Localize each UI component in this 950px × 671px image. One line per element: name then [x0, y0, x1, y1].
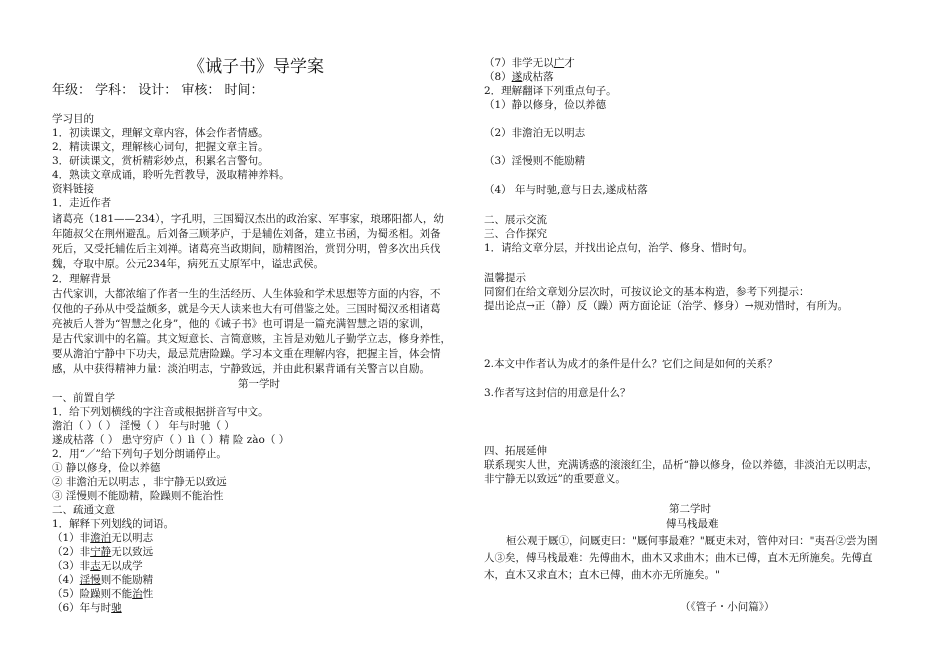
underlined-word: 治: [132, 588, 143, 600]
underlined-word: 宁静: [90, 546, 112, 558]
section-preview-heading: 一、前置自学: [52, 392, 115, 404]
tip-line: 同窗们在给文章划分层次时，可按议论文的基本构造，参考下列提示：: [484, 286, 810, 298]
translate-item: （1）静以修身，俭以养德: [484, 99, 607, 111]
explain-item: [484, 56, 575, 70]
explain-item: [52, 545, 153, 559]
tip-line: 提出论点→正（静）反（躁）两方面论证（治学、修身）→规劝惜时，有所为。: [484, 300, 849, 312]
passage-line: 桓公观于厩①，问厩吏曰："厩何事最难？"厩吏未对，管仲对曰："夷吾②尝为圉: [506, 535, 878, 547]
explain-question: 1．解释下列划线的词语。: [52, 518, 175, 530]
section-meaning-heading: 二、疏通文意: [52, 504, 115, 516]
tip-heading: 温馨提示: [484, 272, 526, 284]
goal-item: 4．熟读文章成诵，聆听先哲教导，汲取精神养料。: [52, 169, 290, 181]
section-explore-heading: 三、合作探究: [484, 228, 547, 240]
background-line: 要从澹泊宁静中下功夫，最忌荒唐险躁。学习本文重在理解内容，把握主旨，体会情: [52, 348, 441, 360]
pause-item: ③ 淫慢则不能励精，险躁则不能治性: [52, 490, 224, 502]
goal-item: 2．精读课文，理解核心词句，把握文章主旨。: [52, 141, 269, 153]
doc-title: 《诫子书》导学案: [188, 57, 324, 77]
item-text: 成枯落: [522, 71, 554, 83]
item-text: （4）: [52, 574, 80, 586]
item-text: （7）非学无以: [484, 57, 554, 69]
background-line: 感，从中获得精神力量：淡泊明志，宁静致远，并由此积累背诵有关警言以自励。: [52, 363, 430, 375]
item-text: （2）非: [52, 546, 91, 558]
background-line: 古代家训，大都浓缩了作者一生的生活经历、人生体验和学术思想等方面的内容，不: [52, 288, 441, 300]
explain-item: [484, 70, 554, 84]
explain-item: [52, 559, 143, 573]
header-fields: 年级： 学科： 设计： 审核： 时间：: [52, 83, 264, 98]
author-heading: 1．走近作者: [52, 197, 112, 209]
background-line: 亮被后人誉为“智慧之化身”，他的《诫子书》也可谓是一篇充满智慧之语的家训，: [52, 318, 431, 330]
translate-item: （4） 年与时驰,意与日去,遂成枯落: [484, 184, 648, 196]
goal-item: 3．研读课文，赏析精彩妙点，积累名言警句。: [52, 155, 269, 167]
underlined-word: 志: [90, 560, 101, 572]
background-heading: 2．理解背景: [52, 273, 112, 285]
section-extend-heading: 四、拓展延伸: [484, 445, 547, 457]
explore-question: 3.作者写这封信的用意是什么？: [484, 387, 631, 399]
pause-item: ① 静以修身，俭以养德: [52, 462, 161, 474]
author-line: 死后，又受托辅佐后主刘禅。诸葛亮当政期间，励精图治，赏罚分明，曾多次出兵伐: [52, 243, 441, 255]
resources-heading: 资料链接: [52, 183, 94, 195]
passage-line: 人③矣，傅马栈最难：先傅曲木，曲木又求曲木；曲木已傅，直木无所施矣。先傅直: [484, 552, 873, 564]
pause-question: 2．用“／”给下列句子划分朗诵停止。: [52, 448, 227, 460]
background-line: 是古代家训中的名篇。其文短意长、言简意赅，主旨是劝勉儿子勤学立志，修身养性，: [52, 333, 451, 345]
period-two-heading: 第二学时: [669, 503, 711, 515]
extend-line: 非宁静无以致远”的重要意义。: [484, 473, 626, 485]
explain-item: [52, 573, 153, 587]
author-line: 魏，夺取中原。公元234年，病死五丈原军中，谥忠武侯。: [52, 258, 325, 270]
background-line: 仅他的子孙从中受益颇多，就是今天人读来也大有可借鉴之处。三国时蜀汉丞相诸葛: [52, 303, 441, 315]
item-text: 则不能励精: [100, 574, 154, 586]
item-text: （1）非: [52, 532, 91, 544]
item-text: 无以致远: [111, 546, 154, 558]
translate-item: （3）淫慢则不能励精: [484, 155, 586, 167]
passage-line: 木，直木又求直木；直木已傅，曲木亦无所施矣。": [484, 569, 720, 581]
item-text: （6）年与时: [52, 602, 112, 614]
explore-question: 1．请给文章分层，并找出论点句，治学、修身、惜时句。: [484, 242, 754, 254]
underlined-word: 澹泊: [90, 532, 112, 544]
period-one-heading: 第一学时: [238, 378, 280, 390]
goals-heading: 学习目的: [52, 113, 94, 125]
explore-question: 2.本文中作者认为成才的条件是什么？它们之间是如何的关系？: [484, 358, 778, 370]
item-text: （5）险躁则不能: [52, 588, 133, 600]
item-text: 才: [564, 57, 575, 69]
passage-source: （《管子・小问篇》）: [680, 601, 775, 613]
underlined-word: 淫慢: [79, 574, 101, 586]
item-text: 无以明志: [111, 532, 154, 544]
author-line: 年随叔父在荆州避乱。后刘备三顾茅庐，于是辅佐刘备，建立书函，为蜀丞相。刘备: [52, 228, 441, 240]
goal-item: 1．初读课文，理解文章内容，体会作者情感。: [52, 127, 269, 139]
translate-question: 2．理解翻译下列重点句子。: [484, 85, 617, 97]
pause-item: ② 非澹泊无以明志 ，非宁静无以致远: [52, 476, 227, 488]
explain-item: [52, 531, 153, 545]
pinyin-row: 澹泊（ ）（ ） 淫慢（ ） 年与时驰（ ）: [52, 420, 235, 432]
translate-item: （2）非澹泊无以明志: [484, 127, 586, 139]
explain-item: [52, 601, 122, 615]
item-text: （3）非: [52, 560, 91, 572]
item-text: 性: [142, 588, 154, 600]
underlined-word: 广: [553, 57, 565, 69]
author-line: 诸葛亮（181——234），字孔明，三国蜀汉杰出的政治家、军事家，琅琊阳都人，幼: [52, 213, 444, 225]
section-show-heading: 二、展示交流: [484, 214, 547, 226]
explain-item: [52, 587, 153, 601]
extend-line: 联系现实人世，充满诱惑的滚滚红尘，品析“静以修身，俭以养德，非淡泊无以明志，: [484, 459, 878, 471]
underlined-word: 遂: [511, 71, 523, 83]
item-text: 无以成学: [100, 560, 143, 572]
pinyin-question: 1．给下列划横线的字注音或根据拼音写中文。: [52, 406, 269, 418]
pinyin-row: 遂成枯落（ ） 患守穷庐（ ）lì（ ）精 险 zào（ ）: [52, 434, 290, 446]
underlined-word: 驰: [111, 602, 122, 614]
passage-title: 傅马栈最难: [666, 518, 719, 530]
item-text: （8）: [484, 71, 512, 83]
